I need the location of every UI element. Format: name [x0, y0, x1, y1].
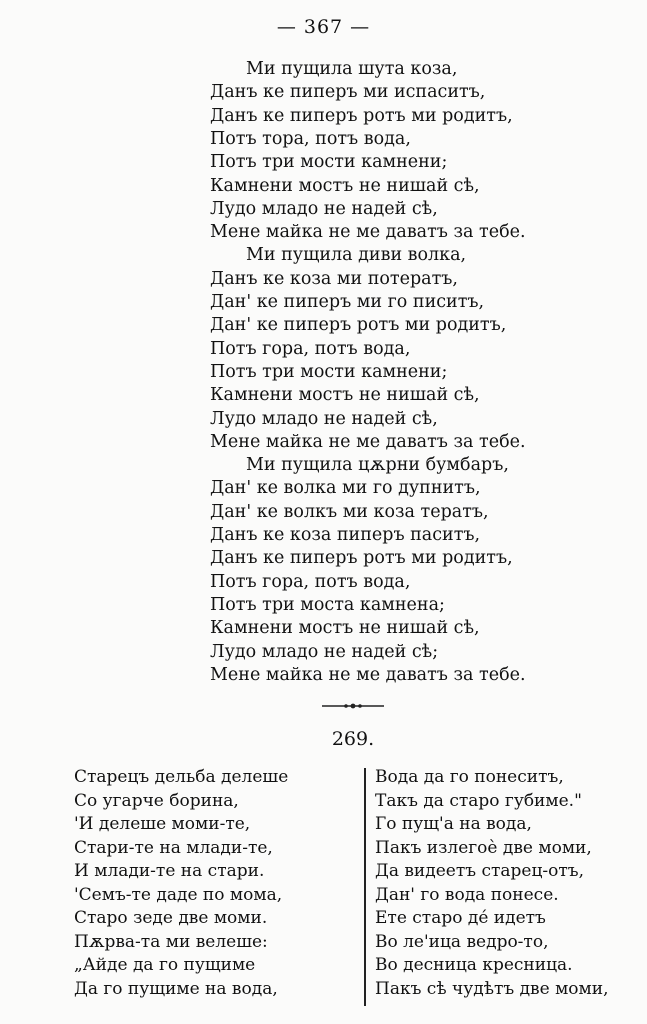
column-divider: [364, 768, 366, 1006]
verse-line: Камнени мостъ не нишай сѣ,: [210, 176, 480, 196]
verse-line: Мене майка не ме даватъ за тебе.: [210, 432, 526, 452]
verse-line: Данъ ке коза ми потератъ,: [210, 269, 458, 289]
verse-line: Потъ три моста камнена;: [210, 595, 445, 615]
verse-line: Потъ гора, потъ вода,: [210, 572, 411, 592]
verse-line: Пакъ излегоѐ две моми,: [375, 837, 592, 858]
verse-line: Дан' ке пиперъ ротъ ми родитъ,: [210, 315, 507, 335]
section-number: 269.: [331, 728, 375, 750]
verse-line: 'Семъ-те даде по мома,: [74, 884, 283, 905]
verse-line: И млади-те на стари.: [74, 861, 265, 881]
verse-line: Данъ ке пиперъ ротъ ми родитъ,: [210, 548, 513, 568]
verse-line: Лудо младо не надей сѣ,: [210, 409, 438, 429]
stanza-first-line: Ми пущила цѫрни бумбаръ,: [246, 455, 509, 475]
verse-line: Потъ три мости камнени;: [210, 152, 448, 172]
verse-line: Со угарче борина,: [74, 790, 239, 811]
verse-line: Данъ ке коза пиперъ паситъ,: [210, 525, 481, 545]
verse-line: Дан' ке пиперъ ми го писитъ,: [210, 292, 485, 312]
verse-line: Мене майка не ме даватъ за тебе.: [210, 222, 526, 242]
verse-line: Мене майка не ме даватъ за тебе.: [210, 665, 526, 685]
verse-line: „Айде да го пущиме: [74, 955, 256, 975]
verse-line: 'И делеше моми-те,: [74, 814, 251, 834]
stanza-first-line: Ми пущила диви волка,: [246, 245, 467, 265]
verse-line: Дан' го вода понесе.: [375, 884, 559, 905]
verse-line: Камнени мостъ не нишай сѣ,: [210, 385, 480, 405]
verse-line: Во ле'ица ведро-то,: [375, 931, 549, 952]
stanza-first-line: Ми пущила шута коза,: [246, 59, 458, 79]
verse-line: Во десница кресница.: [375, 955, 573, 975]
verse-line: Лудо младо не надей сѣ;: [210, 642, 439, 662]
verse-line: Пакъ сѣ чудѣтъ две моми,: [375, 978, 609, 999]
verse-line: Данъ ке пиперъ ми испаситъ,: [210, 82, 486, 102]
verse-line: Старо зеде две моми.: [74, 908, 268, 928]
verse-line: Такъ да старо губиме.": [375, 790, 582, 811]
verse-line: Пѫрва-та ми велеше:: [74, 931, 268, 952]
verse-line: Вода да го понеситъ,: [375, 767, 564, 787]
verse-line: Лудо младо не надей сѣ,: [210, 199, 438, 219]
verse-line: Потъ тора, потъ вода,: [210, 129, 411, 149]
verse-line: Данъ ке пиперъ ротъ ми родитъ,: [210, 106, 513, 126]
verse-line: Го пущ'а на вода,: [375, 814, 532, 834]
verse-line: Старецъ дельба делеше: [74, 767, 289, 787]
ornament-divider: [322, 702, 384, 710]
verse-line: Дан' ке волкъ ми коза тератъ,: [210, 502, 489, 522]
verse-line: Камнени мостъ не нишай сѣ,: [210, 618, 480, 638]
verse-line: Да го пущиме на вода,: [74, 978, 278, 999]
verse-line: Ете старо де́ идетъ: [375, 908, 546, 928]
page-number: — 367 —: [276, 16, 371, 38]
verse-line: Да видеетъ старец-отъ,: [375, 861, 585, 881]
verse-line: Потъ гора, потъ вода,: [210, 339, 411, 359]
verse-line: Потъ три мости камнени;: [210, 362, 448, 382]
verse-line: Дан' ке волка ми го дупнитъ,: [210, 478, 481, 498]
verse-line: Стари-те на млади-те,: [74, 837, 273, 858]
